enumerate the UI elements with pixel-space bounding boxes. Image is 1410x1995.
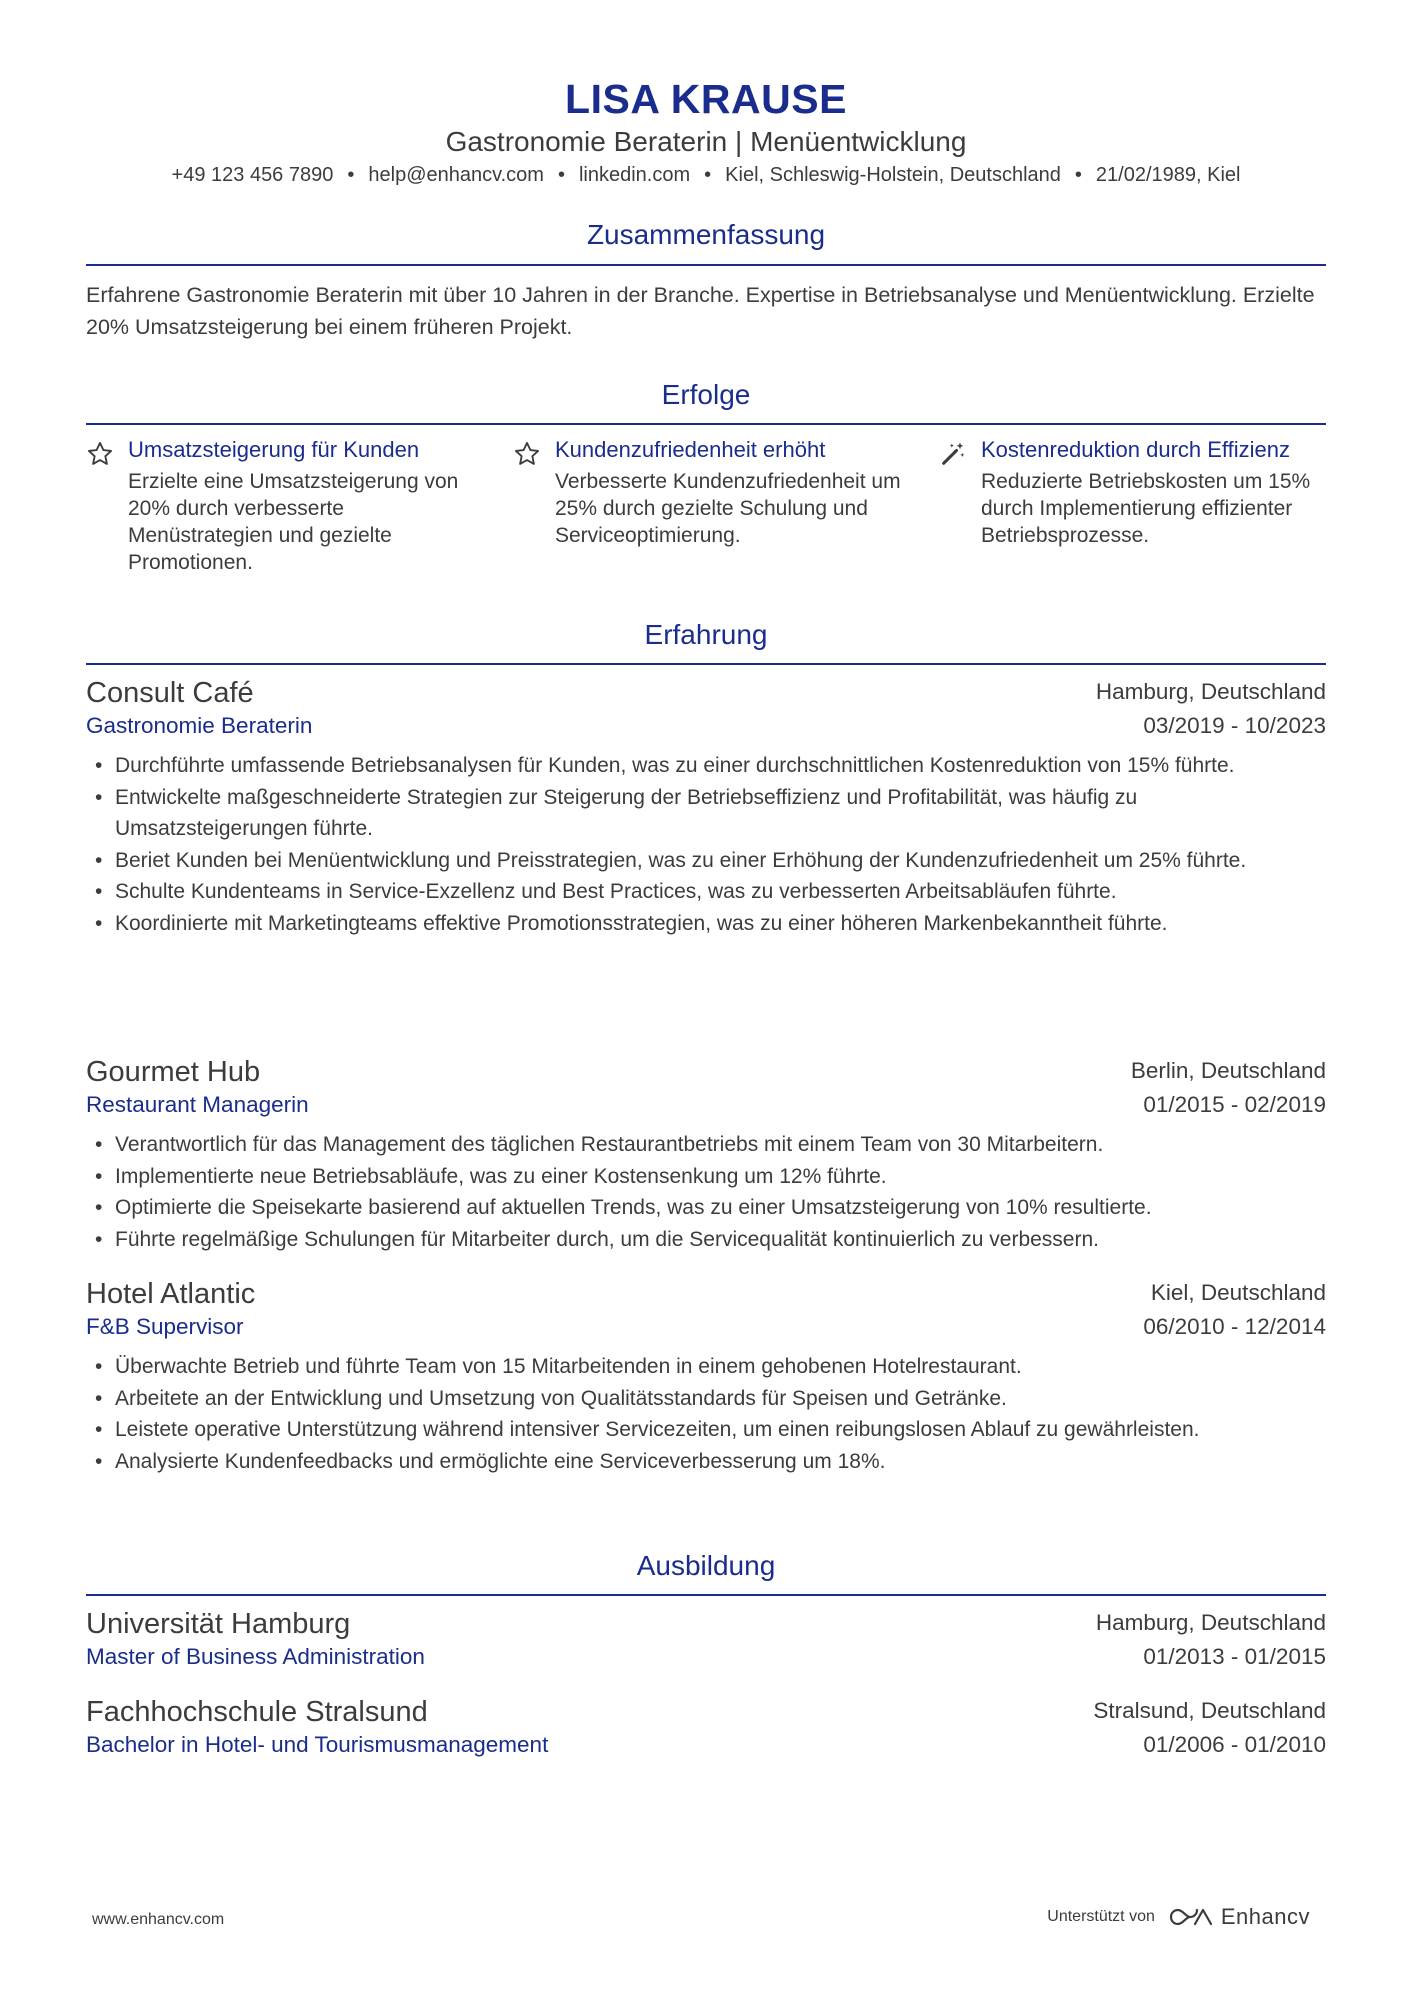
achievement-desc: Verbesserte Kundenzufriedenheit um 25% durch gezielte Schulung und Serviceoptimierung. [555,470,901,547]
candidate-headline: Gastronomie Beraterin | Menüentwicklung [445,126,967,157]
degree-title: Master of Business Administration [86,1644,425,1669]
job-dates: 03/2019 - 10/2023 [1143,713,1326,738]
school-location: Hamburg, Deutschland [1095,1610,1326,1635]
section-divider [86,264,1326,266]
achievement-desc: Reduzierte Betriebskosten um 15% durch Implementierung effizienter Betriebsprozesse. [981,470,1311,547]
job-title: Gastronomie Beraterin [86,713,313,738]
job-bullets [86,1351,1326,1477]
contact-separator: • [557,164,565,186]
section-title-experience: Erfahrung [644,619,768,650]
experience-entry [86,1056,1326,1255]
candidate-name: LISA KRAUSE [565,76,847,122]
job-dates: 01/2015 - 02/2019 [1143,1092,1326,1117]
job-title: F&B Supervisor [86,1314,244,1339]
footer-branding[interactable] [1047,1904,1310,1930]
job-bullets [86,1129,1326,1255]
enhancv-logo-icon [1167,1906,1213,1928]
company-location: Berlin, Deutschland [1130,1058,1326,1083]
job-bullets [86,750,1326,939]
achievement-desc: Erzielte eine Umsatzsteigerung von 20% durch verbesserte Menüstrategien und gezielte Promotionen. [128,470,459,574]
company-name: Gourmet Hub [86,1056,261,1088]
contact-email[interactable]: help@enhancv.com [368,164,544,186]
contact-separator: • [347,164,355,186]
star-icon [513,440,541,468]
education-entry [86,1608,1326,1680]
section-title-summary: Zusammenfassung [586,219,826,250]
job-bullet: • Koordinierte mit Marketingteams effektive Promotionsstrategien, was zu einer höheren Markenbekanntheit führte. [86,908,1326,940]
school-location: Stralsund, Deutschland [1093,1698,1326,1723]
achievement-item [939,436,1319,549]
job-bullet: • Implementierte neue Betriebsabläufe, was zu einer Kostensenkung um 12% führte. [86,1161,1326,1193]
job-title: Restaurant Managerin [86,1092,309,1117]
achievement-item [86,436,486,576]
contact-separator: • [704,164,712,186]
education-entry [86,1696,1326,1768]
job-bullet: • Optimierte die Speisekarte basierend auf aktuellen Trends, was zu einer Umsatzsteigerung von 10% resultierte. [86,1192,1326,1224]
company-location: Kiel, Deutschland [1150,1280,1326,1305]
achievement-title: Kundenzufriedenheit erhöht [555,437,826,462]
section-divider [86,663,1326,665]
section-title-achievements: Erfolge [661,379,751,410]
education-dates: 01/2013 - 01/2015 [1143,1644,1326,1669]
degree-title: Bachelor in Hotel- und Tourismusmanagement [86,1732,549,1757]
summary-text: Erfahrene Gastronomie Beraterin mit über 10 Jahren in der Branche. Expertise in Betriebsanalyse und Menüentwicklung. Erzielte 20% Umsatzsteigerung bei einem früheren Projekt. [86,283,1315,339]
job-bullet: • Schulte Kundenteams in Service-Exzellenz und Best Practices, was zu verbesserten Arbeitsabläufen führte. [86,876,1326,908]
school-name: Fachhochschule Stralsund [86,1696,428,1728]
footer-brand: Enhancv [1220,1904,1310,1929]
school-name: Universität Hamburg [86,1608,351,1640]
contact-line [86,164,1326,187]
job-bullet: • Führte regelmäßige Schulungen für Mitarbeiter durch, um die Servicequalität kontinuierlich zu verbessern. [86,1224,1326,1256]
contact-location: Kiel, Schleswig-Holstein, Deutschland [725,164,1061,186]
section-title-education: Ausbildung [636,1550,776,1581]
experience-entry [86,677,1326,939]
company-name: Consult Café [86,677,254,709]
education-dates: 01/2006 - 01/2010 [1143,1732,1326,1757]
job-bullet: • Arbeitete an der Entwicklung und Umsetzung von Qualitätsstandards für Speisen und Getränke. [86,1383,1326,1415]
achievement-title: Umsatzsteigerung für Kunden [128,437,420,462]
section-divider [86,423,1326,425]
contact-separator: • [1074,164,1082,186]
job-bullet: • Beriet Kunden bei Menüentwicklung und Preisstrategien, was zu einer Erhöhung der Kundenzufriedenheit um 25% führte. [86,845,1326,877]
footer-powered-by: Unterstützt von [1047,1908,1155,1925]
company-name: Hotel Atlantic [86,1278,256,1310]
contact-linkedin[interactable]: linkedin.com [578,164,691,186]
footer-url[interactable]: www.enhancv.com [92,1911,225,1928]
contact-birth: 21/02/1989, Kiel [1095,164,1241,186]
achievement-title: Kostenreduktion durch Effizienz [981,437,1290,462]
job-bullet: • Entwickelte maßgeschneiderte Strategien zur Steigerung der Betriebseffizienz und Profitabilität, was häufig zu Umsatzsteigerungen führte. [86,782,1326,845]
job-bullet: • Überwachte Betrieb und führte Team von 15 Mitarbeitenden in einem gehobenen Hotelrestaurant. [86,1351,1326,1383]
job-bullet: • Durchführte umfassende Betriebsanalysen für Kunden, was zu einer durchschnittlichen Kostenreduktion von 15% führte. [86,750,1326,782]
job-bullet: • Leistete operative Unterstützung während intensiver Servicezeiten, um einen reibungslosen Ablauf zu gewährleisten. [86,1414,1326,1446]
job-dates: 06/2010 - 12/2014 [1143,1314,1326,1339]
contact-phone: +49 123 456 7890 [171,164,334,186]
company-location: Hamburg, Deutschland [1095,679,1326,704]
achievement-item [513,436,913,549]
job-bullet: • Analysierte Kundenfeedbacks und ermöglichte eine Serviceverbesserung um 18%. [86,1446,1326,1478]
experience-entry [86,1278,1326,1477]
star-icon [86,440,114,468]
section-divider [86,1594,1326,1596]
job-bullet: • Verantwortlich für das Management des täglichen Restaurantbetriebs mit einem Team von 30 Mitarbeitern. [86,1129,1326,1161]
magic-wand-icon [939,440,967,468]
